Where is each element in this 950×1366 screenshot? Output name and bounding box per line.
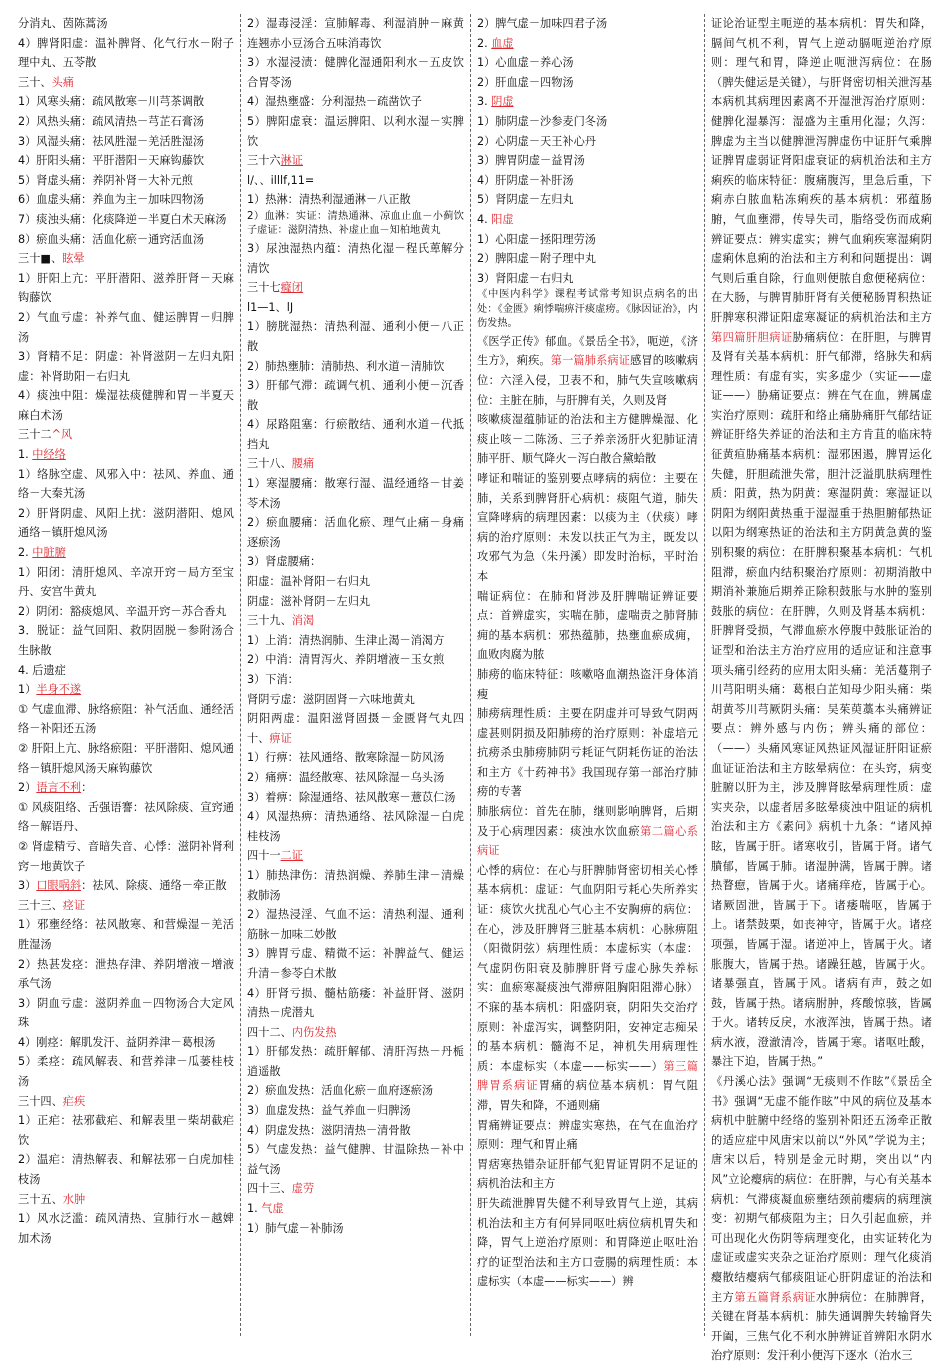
text-run: 3）血虚发热：益气养血－归脾汤 xyxy=(247,1104,411,1118)
text-run: 2）肺热壅肺：清肺热、利水道－清肺饮 xyxy=(247,359,445,373)
text-run: 4）痰浊中阻：燥湿祛痰健脾和胃－半夏天麻白术汤 xyxy=(18,389,234,422)
text-run: 1. xyxy=(247,1202,262,1216)
text-run: 3）肾阳虚－右归丸 xyxy=(477,271,574,285)
text-line xyxy=(18,92,234,112)
heading-text: 风 xyxy=(60,428,73,442)
text-line xyxy=(18,778,234,798)
text-line xyxy=(18,837,234,876)
text-run: 3）脾胃阴虚－益胃汤 xyxy=(477,154,585,168)
text-line xyxy=(247,210,464,239)
heading-text: 中经络 xyxy=(32,448,66,462)
text-line xyxy=(18,876,234,896)
text-run: 四十二、 xyxy=(247,1025,292,1039)
text-run: 4）脾肾阳虚：温补脾肾、化气行水－附子理中丸、五苓散 xyxy=(18,36,234,70)
text-run: 三十三、 xyxy=(18,898,63,912)
text-run: 胃痞寒热错杂证肝郁气犯胃证胃阴不足证的病机治法和主方 xyxy=(477,1157,698,1191)
heading-text: 阳虚 xyxy=(491,212,514,226)
text-line xyxy=(18,621,234,660)
text-line xyxy=(477,332,698,410)
heading-text: 半身不遂 xyxy=(36,683,82,697)
text-run: 《丹溪心法》强调“无痰则不作眩”《景岳全书》强调“无虚不能作眩”中风的病位及基本病机中脏腑中经络的鉴别补阳还五汤牵正散的适应症中风唐宋以前以“外风”学说为主；唐宋以后，特别是金元时期，突出以“内风”立论瘿病的病位：在肝脾，与心有关基本病机：气滞痰凝血瘀壅结颈前瘿病的病理演变：初期气郁痰阻为主；日久引起血瘀，并可出现化火伤阴等病理变化，由实证转化为虚证或虚实夹杂之证治疗原则：理气化痰消瘿散结瘿病气郁痰阻证心肝阴虚证的治法和主方 xyxy=(711,1075,932,1304)
text-line xyxy=(477,665,698,704)
heading-text: 淋证 xyxy=(280,154,303,168)
text-line xyxy=(18,132,234,152)
text-run: 水肿病位：在肺脾肾，关键在肾基本病机：肺失通调脾失转输肾失开阖，三焦气化不利水肿辨证首辨阳水阴水治疗原则：发汗利小便泻下逐水（治水三 xyxy=(711,1290,932,1363)
heading-text: 内伤发热 xyxy=(291,1025,337,1039)
text-line xyxy=(18,700,234,739)
text-run: 2）脾气虚－加味四君子汤 xyxy=(477,17,608,30)
text-run: 四十三、 xyxy=(247,1182,292,1196)
text-run: 5）脾阳虚衰：温运脾阳、以利水湿－实脾饮 xyxy=(247,114,464,148)
text-run: 5）柔痉：疏风解表、和营养津－瓜蒌桂枝汤 xyxy=(18,1055,234,1089)
text-line xyxy=(18,14,234,34)
text-run: 4）阴虚发热：滋阴清热－清骨散 xyxy=(247,1123,411,1137)
text-run: 1）肺气虚－补肺汤 xyxy=(247,1221,344,1235)
heading-text: 中脏腑 xyxy=(32,546,66,560)
text-run: 2）湿毒浸淫：宣肺解毒、利湿消肿－麻黄连翘赤小豆汤合五味消毒饮 xyxy=(247,17,464,50)
text-run: 证论治证型主呃逆的基本病机：胃失和降，膈间气机不利，胃气上逆动膈呃逆治疗原则：理气和胃，降逆止呃泄泻病位：在肠（脾失健运是关键），与肝肾密切相关泄泻基本病机其病理因素离不开湿泄泻治疗原则：健脾化湿暴泻：湿盛为主重用化湿；久泻：脾虚为主当以健脾泄泻脾虚伤中证肝气乘脾证脾胃虚弱证肾阳虚衰证的病机治法和主方痢疾的临床特征：腹痛腹泻，里急后重，下痢赤白脓血粘冻痢疾的基本病机：邪蕴肠腑，气血壅滞，传导失司，脂络受伤而成痢辨证要点：辨实虚实；辨气血痢疾寒湿痢阴虚痢休息痢的治法和主方利和问题提出：调气则后重自除，行血则便脓自愈便秘病位：在大肠，与脾胃肺肝肾有关便秘肠胃积热证肝脾寒积滞证阳虚寒凝证的病机治法和主方 xyxy=(711,17,932,324)
text-line xyxy=(247,298,464,318)
text-line xyxy=(247,984,464,1023)
text-run: 肾阴亏虚：滋阴固肾－六味地黄丸 xyxy=(247,692,415,706)
heading-text: 第五篇肾系病证 xyxy=(734,1290,816,1304)
text-run: 哮证和喘证的鉴别要点哮病的病位：主要在肺，关系到脾肾肝心病机：痰阻气道，肺失宣降哮病的病理因素：以痰为主（伏痰）哮病的治疗原则：未发以扶正气为主，既发以攻邪气为急（朱丹溪）即发时治标，平时治本 xyxy=(477,471,698,583)
text-run: ① 风痰阻络、舌强语謇：祛风除痰、宣窍通络－解语丹、 xyxy=(18,800,234,834)
heading-text: 水肿 xyxy=(62,1192,86,1206)
text-run: 感冒的咳嗽病位：六淫入侵，卫表不和，肺气失宣咳嗽病位：主脏在肺，与肝脾有关，久则及肾 xyxy=(477,354,698,407)
text-run: 2）脾阳虚－附子理中丸 xyxy=(477,252,596,266)
text-line xyxy=(247,1081,464,1101)
text-line xyxy=(18,1033,234,1053)
text-line xyxy=(18,171,234,191)
text-line xyxy=(711,14,932,1072)
text-line xyxy=(247,631,464,651)
text-line xyxy=(477,1116,698,1155)
text-line xyxy=(247,846,464,866)
text-line xyxy=(477,288,698,332)
text-run: 肺痨的临床特征：咳嗽咯血潮热盗汗身体消瘦 xyxy=(477,667,698,701)
text-line xyxy=(18,661,234,681)
text-line xyxy=(477,14,698,34)
text-run: ① 气虚血滞、脉络瘀阻：补气活血、通经活络－补阳还五汤 xyxy=(18,702,234,736)
text-run: 6）血虚头痛：养血为主－加味四物汤 xyxy=(18,193,205,207)
text-line xyxy=(18,34,234,73)
text-run: 4）刚痉：解肌发汗、益阴养津－葛根汤 xyxy=(18,1035,216,1049)
heading-text: 口眼㖞斜 xyxy=(36,879,82,893)
text-run: ② 肝阳上亢、脉络瘀阻：平肝潜阳、熄风通络－镇肝熄风汤天麻钩藤饮 xyxy=(18,741,234,775)
text-line xyxy=(477,112,698,132)
text-line xyxy=(247,788,464,808)
text-line xyxy=(18,1111,234,1150)
text-line xyxy=(247,1042,464,1081)
text-line xyxy=(247,1121,464,1141)
text-run: 4）肝阴虚－补肝汤 xyxy=(477,173,574,187)
text-line xyxy=(247,112,464,151)
column-3 xyxy=(470,14,704,1336)
text-line xyxy=(18,896,234,916)
text-line xyxy=(18,445,234,465)
text-line xyxy=(477,171,698,191)
text-run: 5）肾阴虚－左归丸 xyxy=(477,193,574,207)
text-line xyxy=(247,376,464,415)
column-2 xyxy=(240,14,470,1336)
text-run: 1）风寒头痛：疏风散寒－川芎茶调散 xyxy=(18,95,205,109)
heading-text: 消渴 xyxy=(291,614,315,628)
text-line xyxy=(247,415,464,454)
text-run: 3）阴血亏虚：滋阴养血－四物汤合大定风珠 xyxy=(18,996,234,1030)
text-run: 1）膀胱湿热：清热利湿、通利小便－八正散 xyxy=(247,320,464,353)
text-run: 4）肝肾亏损、髓枯筋痿：补益肝肾、滋阴清热－虎潜丸 xyxy=(247,986,464,1020)
text-run: 4）肝阳头痛：平肝潜阳－天麻钩藤饮 xyxy=(18,154,205,168)
text-line xyxy=(247,190,464,210)
text-run: 1）络脉空虚、风邪入中：祛风、养血、通络－大秦艽汤 xyxy=(18,467,234,501)
text-run: 阳虚：温补肾阳－右归丸 xyxy=(247,575,371,589)
text-run: ② 肾虚精亏、音暗失音、心悸：滋阴补肾利窍－地黄饮子 xyxy=(18,839,234,873)
text-line xyxy=(477,151,698,171)
text-run: 2）瘀血发热：活血化瘀－血府逐瘀汤 xyxy=(247,1084,434,1098)
text-run: 3）肾虚腰痛： xyxy=(247,555,322,569)
text-run: 3）肾精不足：阴虚：补肾滋阴－左归丸阳虚：补肾助阳－右归丸 xyxy=(18,350,234,383)
text-run: 2）心阴虚－天王补心丹 xyxy=(477,134,596,148)
text-run: 3. xyxy=(477,95,492,109)
text-line xyxy=(247,944,464,983)
text-run: 三十二 xyxy=(18,428,52,442)
heading-text: 第一篇肺系病证 xyxy=(550,354,631,368)
text-line xyxy=(18,425,234,445)
text-run: l/、、illlf,11= xyxy=(247,173,315,187)
text-run: 3）下消： xyxy=(247,673,299,686)
text-run: 2）肝血虚－四物汤 xyxy=(477,75,574,89)
text-line xyxy=(18,269,234,308)
text-run: 2）痛痹：温经散寒、祛风除湿－乌头汤 xyxy=(247,770,445,784)
text-line xyxy=(18,308,234,347)
text-run: 2）温疟：清热解表、和解祛邪－白虎加桂枝汤 xyxy=(18,1153,234,1187)
text-run: 4. 后遗症 xyxy=(18,663,66,677)
text-line xyxy=(477,34,698,54)
text-line xyxy=(247,1101,464,1121)
text-run: 4）湿热壅盛：分利湿热－疏凿饮子 xyxy=(247,95,422,109)
text-line xyxy=(247,317,464,356)
text-line xyxy=(477,410,698,469)
text-line xyxy=(247,278,464,298)
text-line xyxy=(247,592,464,612)
text-line xyxy=(18,1190,234,1210)
text-run: 2）瘀血腰痛：活血化瘀、理气止痛－身痛逐瘀汤 xyxy=(247,516,464,549)
text-run: 1）肺热津伤：清热润燥、养肺生津－清燥救肺汤 xyxy=(247,868,464,902)
text-line xyxy=(18,915,234,954)
text-line xyxy=(247,357,464,377)
text-line xyxy=(247,454,464,474)
text-run: 喘证病位：在肺和肾涉及肝脾喘证辨证要点：首辨虚实，实喘在肺，虚喘责之肺肾肺痈的基本病机：邪热蕴肺，热壅血瘀成痈，血败肉腐为脓 xyxy=(477,589,698,662)
text-run: 三十五、 xyxy=(18,1192,63,1206)
document-page xyxy=(12,14,938,1363)
text-line xyxy=(18,1150,234,1189)
text-run: 1）心血虚－养心汤 xyxy=(477,56,574,70)
text-line xyxy=(477,210,698,230)
text-line xyxy=(477,230,698,250)
text-run: 1）风水泛滥：疏风清热、宣肺行水－越婢加术汤 xyxy=(18,1212,234,1245)
text-line xyxy=(477,587,698,665)
text-line xyxy=(247,1023,464,1043)
text-run: 胁痛病位：在肝胆，与脾胃及肾有关基本病机：肝气郁滞，络脉失和病理性质：有虚有实，实多虚少（实证——虚证——）胁痛证要点：辨在气在血，辨属虚实治疗原则：疏肝和络止痛胁痛肝气郁结证辨证肝络失养证的治法和主方肯苴的临床特征黄疸胁痛基本病机：湿邪困遏，脾胃运化失健，肝胆疏泄失常，胆汁泛溢肌肤病理性质：阳黄，热为阴黄：寒湿阴黄：寒湿证以阴阳为纲阳黄热重于湿湿重于热胆腑郁热证以阳为纲寒热证的治法和主方阴黄急黄的鉴别积聚的病位：在肝脾积聚基本病机：气机阻滞，瘀血内结积聚治疗原则：初期消散中期消补兼施后期养正除积鼓胀与水肿的鉴别鼓胀的病位：在肝脾，久则及肾基本病机：肝脾肾受损，气滞血瘀水停腹中鼓胀证治的证型和治法主方治疗应用的适应证和注意事项头痛引经药的应用太阳头痛：羌活蔓荆子川芎阳明头痛：葛根白芷知母少阳头痛：柴胡黄芩川芎厥阴头痛：吴茱萸藁本头痛辨证要点：辨外感与内伤；辨头痛的部位：（——）头痛风寒证风热证风湿证肝阳证瘀血证证治法和主方眩晕病位：在头窍，病变脏腑以肝为主，涉及脾肾眩晕病理性质：虚实夹杂，以虚者居多眩晕痰浊中阻证的病机治法和主方《素问》病机十九条：“诸风掉眩，皆属于肝。诸寒收引，皆属于肾。诸气膹郁，皆属于肺。诸湿肿满，皆属于脾。诸热瞀瘛，皆属于火。诸痛痒疮，皆属于心。诸厥固泄，皆属于下。诸痿喘呕，皆属于上。诸禁鼓栗，如丧神守，皆属于火。诸痉项强，皆属于湿。诸逆冲上，皆属于火。诸胀腹大，皆属于热。诸躁狂越，皆属于火。诸暴强直，皆属于风。诸病有声，鼓之如鼓，皆属于热。诸病胕肿，疼酸惊骇，皆属于火。诸转反戾，水液浑浊，皆属于热。诸病水液，澄澈清冷，皆属于寒。诸呕吐酸，暴注下迫，皆属于热。” xyxy=(711,330,932,1069)
text-line xyxy=(18,1052,234,1091)
text-line xyxy=(247,552,464,572)
text-line xyxy=(477,802,698,861)
text-line xyxy=(247,14,464,53)
text-run: 1）行痹：祛风通络、散寒除湿－防风汤 xyxy=(247,751,445,765)
text-line xyxy=(18,798,234,837)
heading-text: 头痛 xyxy=(51,75,74,89)
text-line xyxy=(247,53,464,92)
heading-text: 阴虚 xyxy=(491,95,514,109)
text-run: 三十九、 xyxy=(247,614,292,628)
text-line xyxy=(247,690,464,710)
text-run: 1. xyxy=(18,448,33,462)
heading-text: 第四篇肝胆病证 xyxy=(711,330,793,344)
text-run: 1）邪壅经络：祛风散寒、和营燥湿－羌活胜湿汤 xyxy=(18,918,234,951)
text-line xyxy=(18,563,234,602)
text-run: 阴虚：滋补肾阴－左归丸 xyxy=(247,594,371,608)
heading-text: 癃闭 xyxy=(280,281,303,295)
heading-text: 第三篇脾胃系病证 xyxy=(477,1059,698,1093)
text-line xyxy=(18,386,234,425)
text-line xyxy=(477,73,698,93)
text-line xyxy=(247,1219,464,1239)
text-run: 2. xyxy=(18,546,33,560)
text-run: 7）痰浊头痛：化痰降逆－半夏白术天麻汤 xyxy=(18,212,227,226)
text-line xyxy=(18,230,234,250)
text-run: 三十四、 xyxy=(18,1094,63,1108)
text-run: 心悸的病位：在心与肝脾肺肾密切相关心悸基本病机：虚证：气血阴阳亏耗心失所养实证：痰饮火扰乱心气心主不安胸痹的病位：在心，涉及肝脾肾三脏基本病机：心脉痹阻（阳微阴弦）病理性质：本虚标实（本虚：气虚阴伤阳衰及肺脾肝肾亏虚心脉失养标实：血瘀寒凝痰浊气滞痹阻胸阳阻滞心脉）不寐的基本病机：阳盛阴衰，阴阳失交治疗原则：补虚泻实，调整阴阳，安神定志痴呆的基本病机：髓海不足，神机失用病理性质：本虚标实（本虚——标实——） xyxy=(477,863,698,1073)
text-run: 三十八、 xyxy=(247,457,292,471)
text-run: 2）热甚发痉：泄热存津、养阴增液－增液承气汤 xyxy=(18,957,234,991)
heading-text: ^ xyxy=(51,428,61,442)
text-run: l1—1、lJ xyxy=(247,300,294,314)
text-run: 肺痨病理性质：主要在阴虚并可导致气阴两虚甚则阴损及阳肺痨的治疗原则：补虚培元抗痨杀虫肺痨肺阴亏耗证气阴耗伤证的治法和主方《十药神书》我国现存第一部治疗肺痨的专著 xyxy=(477,707,698,799)
text-run: 3）风湿头痛：祛风胜湿－羌活胜湿汤 xyxy=(18,134,205,148)
text-line xyxy=(18,504,234,543)
heading-text: 气虚 xyxy=(261,1202,284,1216)
text-run: 2）阴闭：豁痰熄风、辛温开窍－苏合香丸 xyxy=(18,604,227,618)
text-line xyxy=(711,1072,932,1366)
text-run: 1）上消：清热润肺、生津止渴－消渴方 xyxy=(247,633,445,647)
text-run: 三十六 xyxy=(247,154,281,168)
text-line xyxy=(247,474,464,513)
text-run: 分消丸、茵陈蒿汤 xyxy=(18,17,108,30)
text-line xyxy=(18,210,234,230)
text-line xyxy=(247,748,464,768)
text-line xyxy=(247,1179,464,1199)
text-line xyxy=(477,132,698,152)
text-line xyxy=(247,92,464,112)
text-line xyxy=(477,249,698,269)
text-run: 四十一 xyxy=(247,849,281,863)
text-run: 1）肝郁发热：疏肝解郁、清肝泻热－丹栀逍遥散 xyxy=(247,1045,464,1078)
text-line xyxy=(247,611,464,631)
text-run: 5）肾虚头痛：养阴补肾－大补元煎 xyxy=(18,173,193,187)
text-line xyxy=(18,680,234,700)
text-line xyxy=(247,1199,464,1219)
heading-text: 虚劳 xyxy=(291,1182,315,1196)
text-line xyxy=(18,249,234,269)
text-line xyxy=(18,151,234,171)
text-run: 阴阳两虚：温阳滋肾固摄－金匮肾气丸四十、 xyxy=(247,712,464,745)
text-run: 三十■、 xyxy=(18,252,63,266)
text-line xyxy=(18,739,234,778)
text-run: 4）风湿热痹：清热通络、祛风除湿－白虎桂枝汤 xyxy=(247,810,464,843)
text-run: 咳嗽痰湿蕴肺证的治法和主方健脾燥湿、化痰止咳－二陈汤、三子养亲汤肝火犯肺证清肺平肝、顺气降火－泻白散合黛蛤散 xyxy=(477,413,698,466)
text-line xyxy=(477,190,698,210)
text-line xyxy=(18,543,234,563)
text-run: 2）风热头痛：疏风清热－芎芷石膏汤 xyxy=(18,114,205,128)
text-run: ： xyxy=(81,781,93,795)
text-run: 《医学正传》郁血。《景岳全书》，呃逆，《济生方》，痢疾。 xyxy=(477,334,698,368)
text-line xyxy=(247,768,464,788)
text-run: 1）正疟：祛邪截疟、和解表里－柴胡截疟饮 xyxy=(18,1114,234,1147)
text-run: 2）血淋：实证：清热通淋、凉血止血－小蓟饮子虚证：滋阴清热、补虚止血－知柏地黄丸 xyxy=(247,210,464,237)
text-line xyxy=(247,171,464,191)
text-run: 1）肺阴虚－沙参麦门冬汤 xyxy=(477,114,608,128)
column-4 xyxy=(704,14,938,1363)
text-run: 2）肝肾阴虚、风阳上扰：滋阴潜阳、熄风通络－镇肝熄风汤 xyxy=(18,506,234,540)
text-run: 1）热淋：清热利湿通淋－八正散 xyxy=(247,193,411,207)
text-line xyxy=(18,602,234,622)
text-line xyxy=(477,53,698,73)
text-line xyxy=(18,955,234,994)
text-line xyxy=(247,905,464,944)
text-line xyxy=(477,861,698,1116)
text-line xyxy=(477,469,698,587)
text-run: 4. xyxy=(477,212,492,226)
text-line xyxy=(18,465,234,504)
heading-text: 痹证 xyxy=(269,731,292,745)
text-line xyxy=(247,709,464,748)
column-1 xyxy=(12,14,240,1336)
text-run: 1）心阳虚－拯阳理劳汤 xyxy=(477,232,596,246)
text-run: ：祛风、除痰、通络－牵正散 xyxy=(81,879,227,893)
text-line xyxy=(18,347,234,386)
text-run: 3）水湿浸渍：健脾化湿通阳利水－五皮饮合胃苓汤 xyxy=(247,56,464,89)
text-line xyxy=(477,92,698,112)
text-line xyxy=(18,190,234,210)
text-line xyxy=(247,807,464,846)
text-line xyxy=(247,513,464,552)
text-run: 1）寒湿腰痛：散寒行湿、温经通络－甘姜苓术汤 xyxy=(247,477,464,510)
text-line xyxy=(247,650,464,670)
text-line xyxy=(477,704,698,802)
text-run: 《中医内科学》课程考试常考知识点病名的出处：《金匮》痢悸喘痹汗痰虚痨。《脉因证治》，内伤发热。 xyxy=(477,289,698,330)
text-line xyxy=(477,269,698,289)
text-run: 肝失疏泄脾胃失健不利导致胃气上逆，其病机治法和主方有何异同呕吐病位病机胃失和降，胃气上逆治疗原则：和胃降逆止呕吐治疗的证型治法和主方口壹腸的病理性质：本虚标实（本虚——标实——）辨 xyxy=(477,1196,698,1289)
text-line xyxy=(247,151,464,171)
text-run: 1）肝阳上亢：平肝潜阳、滋养肝肾－天麻钩藤饮 xyxy=(18,271,234,305)
text-line xyxy=(18,994,234,1033)
heading-text: 二证 xyxy=(280,849,303,863)
text-run: 3）脾胃亏虚、精微不运：补脾益气、健运升清－参苓白术散 xyxy=(247,947,464,980)
text-run: 肺胀病位：首先在肺，继则影响脾肾，后期及于心病理因素：痰浊水饮血瘀 xyxy=(477,805,698,838)
text-run: 1） xyxy=(18,683,37,697)
text-run: 2. xyxy=(477,36,492,50)
text-line xyxy=(247,239,464,278)
text-run: 三十七 xyxy=(247,281,281,295)
text-run: 3） xyxy=(18,879,37,893)
text-run: 5）气虚发热：益气健脾、甘温除热－补中益气汤 xyxy=(247,1143,464,1176)
text-line xyxy=(477,1194,698,1292)
text-line xyxy=(18,112,234,132)
text-run: 2）气血亏虚：补养气血、健运脾胃－归脾汤 xyxy=(18,310,234,344)
heading-text: 第二篇心系病证 xyxy=(477,824,698,858)
text-run: 1）阳闭：清肝熄风、辛凉开窍－局方至宝丹、安宫牛黄丸 xyxy=(18,565,234,599)
text-line xyxy=(18,1209,234,1248)
text-run: 胃痛辨证要点：辨虚实寒热，在气在血治疗原则：理气和胃止痛 xyxy=(477,1118,698,1152)
text-run: 3．脱证：益气回阳、救阴固脱－参附汤合生脉散 xyxy=(18,624,234,657)
text-run: 3）着痹：除湿通络、祛风散寒－薏苡仁汤 xyxy=(247,790,456,804)
text-run: 3）尿浊湿热内蕴：清热化湿－程氏萆解分清饮 xyxy=(247,241,464,275)
text-line xyxy=(247,866,464,905)
heading-text: 疟疾 xyxy=(62,1094,86,1108)
heading-text: 语言不利 xyxy=(36,781,82,795)
text-line xyxy=(18,73,234,93)
text-run: 4）尿路阻塞：行瘀散结、通利水道－代抵挡丸 xyxy=(247,418,464,451)
text-line xyxy=(247,572,464,592)
text-run: 三十、 xyxy=(18,75,52,89)
heading-text: 血虚 xyxy=(491,36,514,50)
text-run: 8）瘀血头痛：活血化瘀－通窍活血汤 xyxy=(18,232,205,246)
text-line xyxy=(477,1155,698,1194)
text-run: 2） xyxy=(18,781,37,795)
text-run: 2）中消：清胃泻火、养阴增液－玉女煎 xyxy=(247,653,445,667)
heading-text: 眩晕 xyxy=(62,252,85,266)
heading-text: 痉证 xyxy=(62,898,86,912)
text-run: 3）肝郁气滞：疏调气机、通利小便－沉香散 xyxy=(247,379,464,412)
text-run: 胃痛的病位基本病机：胃气阻滞，胃失和降，不通则痛 xyxy=(477,1079,698,1112)
text-line xyxy=(18,1092,234,1112)
text-line xyxy=(247,1140,464,1179)
text-run: 2）湿热浸淫、气血不运：清热利湿、通利筋脉－加味二妙散 xyxy=(247,908,464,941)
heading-text: 腰痛 xyxy=(291,457,315,471)
text-line xyxy=(247,670,464,690)
